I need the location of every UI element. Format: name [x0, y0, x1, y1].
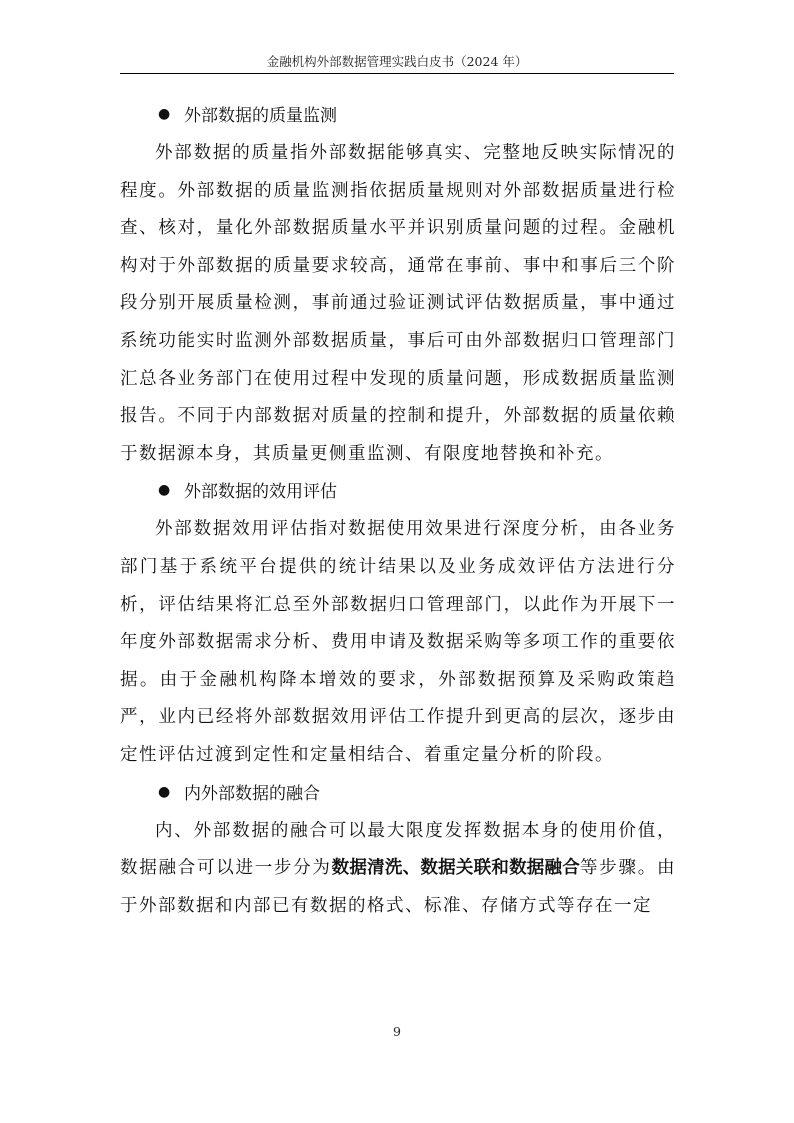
bullet-icon: ● — [158, 783, 171, 800]
paragraph-text: 等步骤。由于外部数据和内部已有数据的格式、标准、存储方式等存在一定 — [120, 858, 677, 916]
section-heading-text: 外部数据的效用评估 — [184, 482, 337, 503]
paragraph-quality-monitoring: 外部数据的质量指外部数据能够真实、完整地反映实际情况的程度。外部数据的质量监测指依据质量规则对外部数据质量进行检查、核对，量化外部数据质量水平并识别质量问题的过程。金融机构对于外部数据的质量要求较高，通常在事前、事中和事后三个阶段分别开展质量检测，事前通过验证测试评估数据质量，事中通过系统功能实时监测外部数据质量，事后可由外部数据归口管理部门汇总各业务部门在使用过程中发现的质量问题，形成数据质量监测报告。不同于内部数据对质量的控制和提升，外部数据的质量依赖于数据源本身，其质量更侧重监测、有限度地替换和补充。 — [120, 143, 676, 464]
header-divider — [120, 73, 674, 74]
running-header: 金融机构外部数据管理实践白皮书（2024 年） — [266, 54, 528, 69]
section-heading-utility-evaluation — [120, 473, 676, 511]
paragraph-data-fusion — [120, 813, 676, 926]
paragraph-utility-evaluation: 外部数据效用评估指对数据使用效果进行深度分析，由各业务部门基于系统平台提供的统计结果以及业务成效评估方法进行分析，评估结果将汇总至外部数据归口管理部门，以此作为开展下一年度外部数据需求分析、费用申请及数据采购等多项工作的重要依据。由于金融机构降本增效的要求，外部数据预算及采购政策趋严，业内已经将外部数据效用评估工作提升到更高的层次，逐步由定性评估过渡到定性和定量相结合、着重定量分析的阶段。 — [120, 519, 676, 765]
bold-terms: 数据清洗、数据关联和数据融合 — [331, 858, 581, 879]
section-heading-data-fusion — [120, 775, 676, 813]
body-content — [120, 97, 676, 925]
section-heading-text: 内外部数据的融合 — [184, 783, 320, 804]
page-number: 9 — [393, 1024, 401, 1039]
section-heading-text: 外部数据的质量监测 — [184, 106, 337, 126]
bullet-icon: ● — [158, 106, 171, 122]
section-heading-quality-monitoring — [120, 97, 676, 135]
bullet-icon: ● — [158, 482, 171, 499]
paragraph-text: 内、外部数据的融合可以最大限度发挥数据本身的使用价值，数据融合可以进一步分为 — [120, 820, 676, 879]
